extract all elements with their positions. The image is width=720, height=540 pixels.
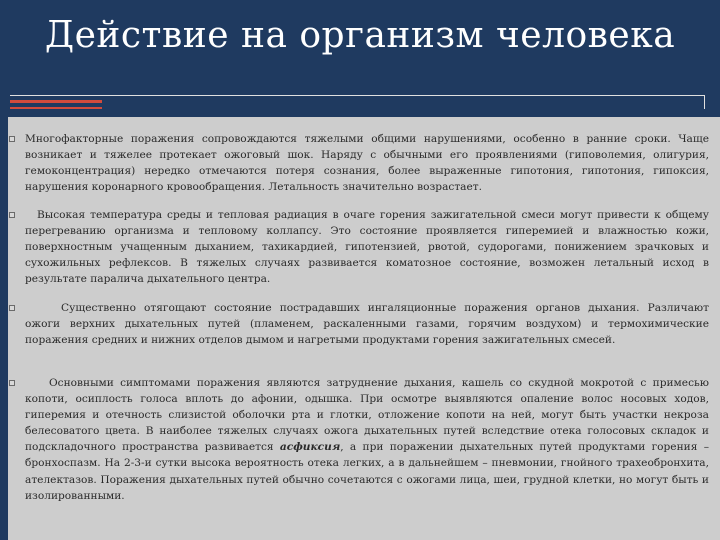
title-divider: [10, 95, 705, 96]
paragraph-1: [25, 131, 709, 195]
frame-corner-line: [704, 95, 705, 109]
paragraph-2-text: Высокая температура среды и тепловая радиация в очаге горения зажигательной смеси могут привести к общему перегреванию организма и тепловому коллапсу. Это состояние проявляется гиперемией и влажностью кожи, поверхностным учащенным дыханием, тахикардией, гипотензией, рвотой, судорогами, понижением зрачковых и сухожильных рефлексов. В тяжелых случаях развивается коматозное состояние, возможен летальный исход в результате паралича дыхательного центра.: [25, 209, 709, 286]
paragraph-3-text: Существенно отягощают состояние пострадавших ингаляционные поражения органов дыхания. Различают ожоги верхних дыхательных путей (пламенем, раскаленными газами, горячим воздухом) и термохимические поражения средних и нижних отделов дымом и нагретыми продуктами горения зажигательных смесей.: [25, 302, 709, 347]
title-bar: [0, 0, 720, 78]
bullet-square-icon: [9, 136, 15, 142]
paragraph-4-text-after: , а при поражении дыхательных путей продуктами горения – бронхоспазм. На 2-3-и сутки высока вероятность отека легких, а в дальнейшем – пневмонии, гнойного трахеобронхита, ателектазов. Поражения дыхательных путей обычно сочетаются с ожогами лица, шеи, грудной клетки, но могут быть и изолированными.: [25, 441, 709, 502]
bullet-square-icon: [9, 305, 15, 311]
accent-bar-thin: [10, 107, 102, 109]
paragraph-1-text: Многофакторные поражения сопровождаются тяжелыми общими нарушениями, особенно в ранние сроки. Чаще возникает и тяжелее протекает ожоговый шок. Наряду с обычными его проявлениями (гиповолемия, олигурия, гемоконцентрация) нередко отмечаются потеря сознания, более выраженные гипотония, гипотония, гипоксия, нарушения коронарного кровообращения. Летальность значительно возрастает.: [25, 133, 709, 194]
slide-title: Действие на организм человека: [44, 15, 676, 56]
accent-bar: [10, 100, 102, 103]
bullet-square-icon: [9, 212, 15, 218]
paragraph-4-emphasis: асфиксия: [279, 441, 341, 454]
paragraph-4: [25, 375, 709, 504]
bullet-square-icon: [9, 380, 15, 386]
paragraph-4-text-before: Основными симптомами поражения являются затруднение дыхания, кашель со скудной мокротой с примесью копоти, осиплость голоса вплоть до афонии, одышка. При осмотре выявляются опаление волос носовых ходов, гиперемия и отечность слизистой оболочки рта и глотки, отложение копоти на ней, могут быть участки некроза белесоватого цвета. В наиболее тяжелых случаях ожога дыхательных путей вследствие отека голосовых складок и подскладочного пространства развивается: [25, 377, 709, 454]
paragraph-2: [25, 207, 709, 287]
paragraph-3: [25, 300, 709, 348]
